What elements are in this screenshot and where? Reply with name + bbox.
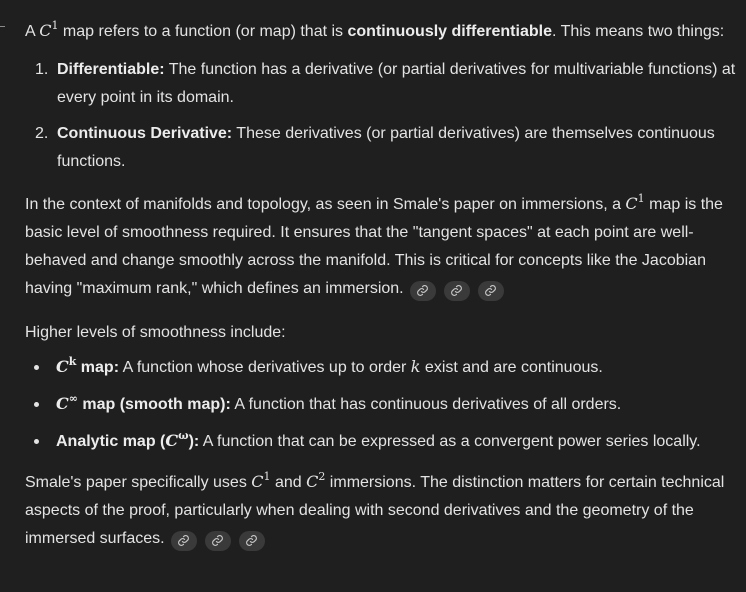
link-icon — [177, 534, 190, 547]
bullet-label: Analytic map ( — [56, 433, 166, 450]
list-item: Analytic map $(C^\omega)$: A function that can be expressed as a convergent power series locally. — [25, 427, 740, 456]
closing-paragraph: Smale's paper specifically uses $C^1$ and $C^2$ immersions. The distinction matters for certain technical aspects of the proof, particularly when dealing with second derivatives and the geometry of the immersed surfaces. — [25, 468, 740, 553]
bullet-label: map: — [76, 359, 120, 376]
link-icon — [416, 284, 429, 297]
list-item-label: Continuous Derivative: — [57, 125, 233, 142]
list-item: C∞ map (smooth map): A function that has continuous derivatives of all orders. — [25, 390, 740, 419]
link-icon — [450, 284, 463, 297]
source-chip[interactable] — [171, 531, 197, 551]
list-number: 2. — [35, 125, 49, 142]
intro-suffix: . This means two things: — [551, 23, 725, 40]
source-chip[interactable] — [444, 281, 470, 301]
intro-paragraph — [25, 17, 740, 46]
numbered-list — [25, 56, 740, 176]
link-icon — [211, 534, 224, 547]
c1-symbol: $C^1$ — [39, 19, 59, 40]
k-variable: k — [410, 357, 421, 376]
list-item-text: The function has a derivative (or partial derivatives for multivariable functions) at every point in its domain. — [57, 61, 736, 106]
c1-symbol: $C^1$ — [251, 470, 271, 491]
comega-symbol: $C^\omega$ — [165, 429, 189, 450]
c1-symbol: $C^1$ — [625, 192, 645, 213]
intro-prefix: A — [25, 23, 40, 40]
c2-symbol: $C^2$ — [306, 470, 326, 491]
list-item-text: These derivatives (or partial derivatives) are themselves continuous functions. — [57, 125, 715, 170]
list-item — [25, 56, 740, 112]
bullet-dot — [34, 402, 39, 407]
list-item — [25, 120, 740, 176]
source-chip[interactable] — [205, 531, 231, 551]
cinf-symbol: C∞ — [56, 392, 78, 413]
context-paragraph: In the context of manifolds and topology, as seen in Smale's paper on immersions, a $C^1$ map is the basic level of smoothness required. It ensures that the "tangent spaces" at each point are well-behaved and change smoothly across the manifold. This is critical for concepts like the Jacobian having "maximum rank," which defines an immersion. — [25, 190, 740, 303]
source-chip[interactable] — [410, 281, 436, 301]
edge-divider — [0, 26, 5, 27]
bullet-dot — [34, 439, 39, 444]
list-number: 1. — [35, 61, 49, 78]
source-chip[interactable] — [239, 531, 265, 551]
higher-levels-heading: Higher levels of smoothness include: — [25, 324, 286, 341]
source-chip[interactable] — [478, 281, 504, 301]
link-icon — [245, 534, 258, 547]
list-item: $C^k$ map: A function whose derivatives up to order k exist and are continuous. — [25, 353, 740, 382]
source-chips — [410, 281, 504, 301]
bullet-dot — [34, 365, 39, 370]
source-chips — [171, 531, 265, 551]
response-content — [25, 17, 740, 553]
bullet-list — [25, 353, 740, 456]
list-item-label: Differentiable: — [57, 61, 165, 78]
intro-bold: continuously differentiable — [347, 23, 552, 40]
intro-middle: map refers to a function (or map) that is — [58, 23, 348, 40]
link-icon — [484, 284, 497, 297]
bullet-label: map (smooth map): — [77, 396, 231, 413]
ck-symbol: $C^k$ — [56, 355, 77, 376]
